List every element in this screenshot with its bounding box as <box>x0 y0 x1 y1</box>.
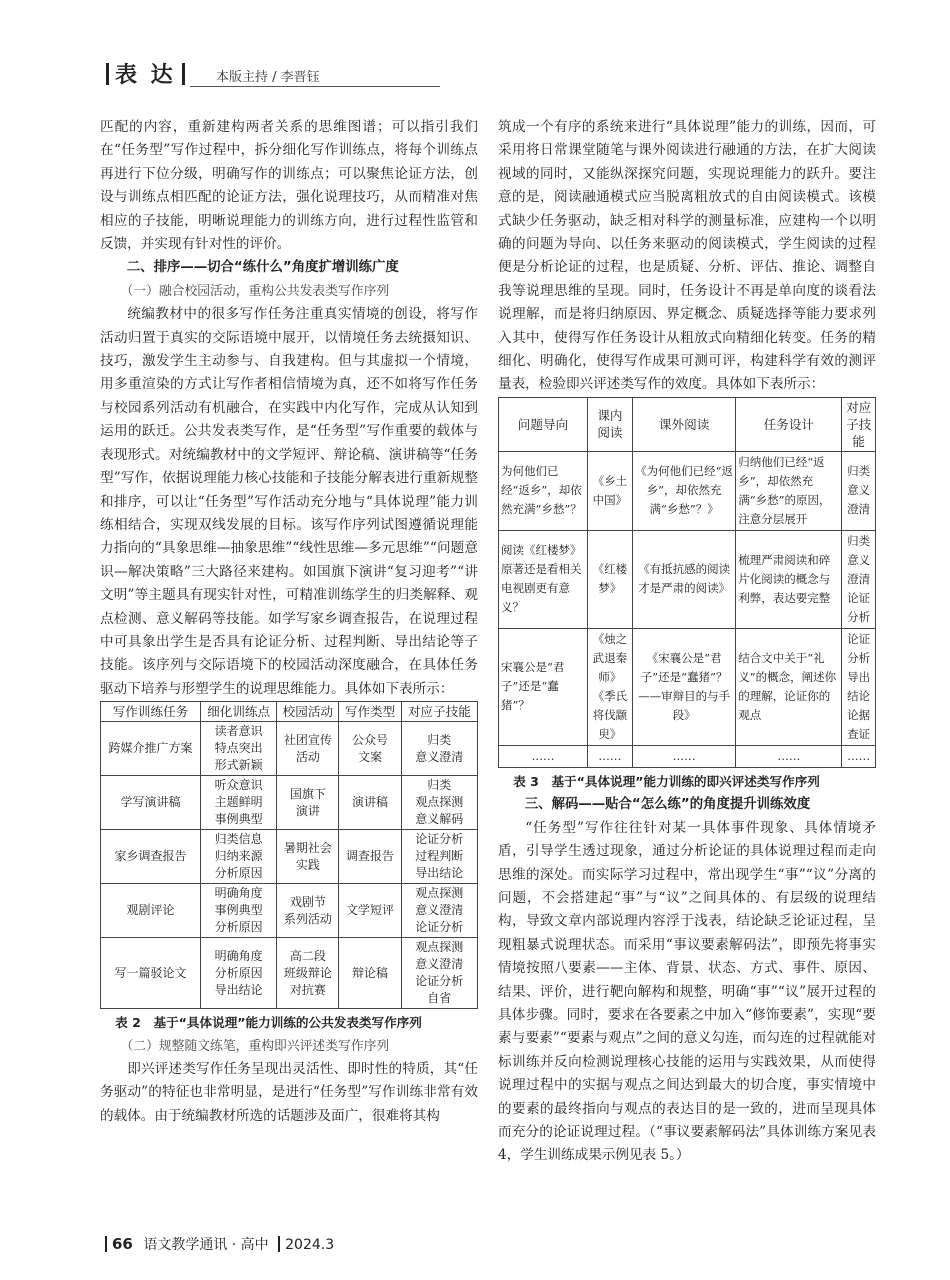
table3-header-0: 问题导向 <box>499 397 588 451</box>
table-cell: 梳理严肃阅读和碎片化阅读的概念与利弊，表达要完整 <box>736 530 842 628</box>
table-row <box>101 884 478 938</box>
table-cell: 为何他们已经“返乡”，却依然充满“乡愁”？ <box>499 451 588 530</box>
table-cell: 调查报告 <box>339 830 401 884</box>
table-cell: 读者意识 特点突出 形式新颖 <box>200 722 276 776</box>
page-header <box>100 58 860 98</box>
table-cell: 论证分析 过程判断 导出结论 <box>401 830 477 884</box>
table-cell: 《有抵抗感的阅读才是严肃的阅读》 <box>632 530 735 628</box>
page-number: 66 <box>112 1235 133 1253</box>
table-2-caption: 表 2 基于“具体说理”能力训练的公共发表类写作序列 <box>115 1015 422 1031</box>
table2-header-3: 写作类型 <box>339 702 401 722</box>
table-cell: 学写演讲稿 <box>101 776 201 830</box>
table-row <box>101 830 478 884</box>
table-cell: 家乡调查报告 <box>101 830 201 884</box>
table2-header-1: 细化训练点 <box>200 702 276 722</box>
right-column <box>498 116 876 1168</box>
table3-header-2: 课外阅读 <box>632 397 735 451</box>
brand-bar-right <box>182 63 185 85</box>
header-rule <box>190 86 440 87</box>
section-three-heading: 三、解码——贴合“怎么练”的角度提升训练效度 <box>524 797 811 813</box>
table-cell: 《乡土中国》 <box>587 451 632 530</box>
table-cell: 归类 观点探测 意义解码 <box>401 776 477 830</box>
table-cell: 宋襄公是“君子”还是“蠢猪”？ <box>499 628 588 745</box>
table-cell: 写一篇驳论文 <box>101 938 201 1009</box>
section-two-heading: 二、排序——切合“练什么”角度扩增训练广度 <box>126 260 399 276</box>
table-cell: 观点探测 意义澄清 论证分析 <box>401 884 477 938</box>
table3-header-1: 课内 阅读 <box>587 397 632 451</box>
table-cell: 结合文中关于“礼义”的概念，阐述你的理解，论证你的观点 <box>736 628 842 745</box>
table-cell: …… <box>842 745 876 767</box>
table3-header-4: 对应 子技能 <box>842 397 876 451</box>
left-paragraph-3: 即兴评述类写作任务呈现出灵活性、即时性的特质，其“任务驱动”的特征也非常明显，是进行“任务型”写作训练非常有效的载体。由于统编教材所选的话题涉及面广，很难将其构 <box>100 1060 478 1124</box>
table-cell: 归类 意义澄清 <box>842 451 876 530</box>
table-cell: 论证分析 导出结论 论据查证 <box>842 628 876 745</box>
brand-text: 表 达 <box>115 63 176 88</box>
table-row <box>101 776 478 830</box>
table2-header-4: 对应子技能 <box>401 702 477 722</box>
table-row <box>101 938 478 1009</box>
table-3 <box>498 397 876 768</box>
table-cell: 观点探测 意义澄清 论证分析 自省 <box>401 938 477 1009</box>
host-credit: 本版主持 / 李晋钰 <box>216 70 320 85</box>
table-cell: 文学短评 <box>339 884 401 938</box>
table-cell: 归类 意义澄清 论证分析 <box>842 530 876 628</box>
section-brand <box>100 58 191 89</box>
table-cell: 听众意识 主题鲜明 事例典型 <box>200 776 276 830</box>
table-cell: 《红楼梦》 <box>587 530 632 628</box>
table-cell: …… <box>587 745 632 767</box>
table-cell: 《为何他们已经“返乡”，却依然充满“乡愁”？》 <box>632 451 735 530</box>
table-cell: 归类 意义澄清 <box>401 722 477 776</box>
table-cell: 观剧评论 <box>101 884 201 938</box>
table-cell: …… <box>499 745 588 767</box>
table-cell: 公众号 文案 <box>339 722 401 776</box>
footer-divider <box>278 1236 280 1252</box>
issue-number: 2024.3 <box>285 1237 335 1253</box>
table2-header-2: 校园活动 <box>277 702 339 722</box>
right-paragraph-2: “任务型”写作往往针对某一具体事件现象、具体情境矛盾，引导学生透过现象，通过分析论证的具体说理过程而走向思维的深处。而实际学习过程中，常出现学生“事”“议”分离的问题，不会搭建起“事”与“议”之间具体的、有层级的说理结构，导致文章内部说理内容浮于浅表，结论缺乏论证过程，呈现粗暴式说理状态。而采用“事议要素解码法”，即预先将事实情境按照八要素——主体、背景、状态、方式、事件、原因、结果、评价，进行靶向解构和规整，明确“事”“议”展开过程的具体步骤。同时，要求在各要素之中加入“修饰要素”，实现“要素与要素”“要素与观点”之间的意义勾连，而勾连的过程就能对标训练并反向检测说理核心技能的运用与实践效果，从而使得说理过程中的实据与观点之间达到最大的切合度，事实情境中的要素的最终指向与观点的表达目的是一致的，进而呈现具体而充分的论证说理过程。（“事议要素解码法”具体训练方案见表 4，学生训练成果示例见表 5。） <box>498 819 876 1164</box>
table-cell: 戏剧节 系列活动 <box>277 884 339 938</box>
table-cell: 演讲稿 <box>339 776 401 830</box>
table-cell: 国旗下 演讲 <box>277 776 339 830</box>
subsection-one-heading: （一）融合校园活动，重构公共发表类写作序列 <box>120 283 390 299</box>
table-row <box>499 451 876 530</box>
table-cell: 暑期社会 实践 <box>277 830 339 884</box>
table-cell: …… <box>736 745 842 767</box>
table-cell: 《宋襄公是“君子”还是“蠢猪”？——审辩目的与手段》 <box>632 628 735 745</box>
table-row <box>499 745 876 767</box>
table-cell: 阅读《红楼梦》原著还是看相关电视剧更有意义？ <box>499 530 588 628</box>
right-paragraph-1: 筑成一个有序的系统来进行“具体说理”能力的训练，因而，可采用将日常课堂随笔与课外阅读进行融通的方法，在扩大阅读视域的同时，又能纵深探究问题，实现说理能力的跃升。要注意的是，阅读融通模式应当脱离粗放式的自由阅读模式。该模式缺少任务驱动，缺乏相对科学的测量标准，应建构一个以明确的问题为导向、以任务来驱动的阅读模式，学生阅读的过程便是分析论证的过程，也是质疑、分析、评估、推论、调整自我等说理思维的呈现。同时，任务设计不再是单向度的谈看法说理解，而是将归纳原因、界定概念、质疑选择等能力要求列入其中，使得写作任务设计从粗放式向精细化转变。任务的精细化、明确化，使得写作成果可测可评，构建科学有效的测评量表，检验即兴评述类写作的效度。具体如下表所示： <box>498 119 876 393</box>
table-cell: 归类信息 归纳来源 分析原因 <box>200 830 276 884</box>
footer-bar <box>105 1236 107 1252</box>
table-cell: 归纳他们已经“返乡”，却依然充满“乡愁”的原因，注意分层展开 <box>736 451 842 530</box>
table-3-caption: 表 3 基于“具体说理”能力训练的即兴评述类写作序列 <box>513 773 820 789</box>
page-footer <box>100 1234 334 1254</box>
left-paragraph-1: 匹配的内容，重新建构两者关系的思维图谱；可以指引我们在“任务型”写作过程中，拆分细化写作训练点，将每个训练点再进行下位分级，明确写作的训练点；可以聚焦论证方法，创设与训练点相匹配的论证方法，强化说理技巧，从而精准对焦相应的子技能，明晰说理能力的训练方向，进行过程性监管和反馈，并实现有针对性的评价。 <box>100 119 478 253</box>
table-row <box>499 530 876 628</box>
left-column <box>100 116 478 1128</box>
table-cell: 跨媒介推广方案 <box>101 722 201 776</box>
subsection-two-heading: （二）规整随文练笔，重构即兴评述类写作序列 <box>120 1038 390 1054</box>
table-cell: …… <box>632 745 735 767</box>
table-cell: 社团宣传 活动 <box>277 722 339 776</box>
table-cell: 辩论稿 <box>339 938 401 1009</box>
journal-name: 语文教学通讯 · 高中 <box>143 1237 269 1253</box>
table-row <box>101 722 478 776</box>
table2-header-0: 写作训练任务 <box>101 702 201 722</box>
left-paragraph-2: 统编教材中的很多写作任务注重真实情境的创设，将写作活动归置于真实的交际语境中展开，以情境任务去统摄知识、技巧，激发学生主动参与、自我建构。但与其虚拟一个情境，用多重渲染的方式让写作者相信情境为真，还不如将写作任务与校园系列活动有机融合，在实践中内化写作，完成从认知到运用的跃迁。公共发表类写作，是“任务型”写作重要的载体与表现形式。对统编教材中的文学短评、辩论稿、演讲稿等“任务型”写作，依据说理能力核心技能和子技能分解表进行重新规整和排序，可以让“任务型”写作活动充分地与“具体说理”能力训练相结合，实现双线发展的目标。该写作序列试图遵循说理能力指向的“具象思维—抽象思维”“线性思维—多元思维”“问题意识—解决策略”三大路径来建构。如国旗下演讲“复习迎考”“讲文明”等主题具有现实针对性，可精准训练学生的归类解释、观点检测、意义解码等技能。如学写家乡调查报告，在说理过程中可具象出学生是否具有论证分析、过程判断、导出结论等子技能。该序列与交际语境下的校园活动深度融合，在具体任务驱动下培养与形塑学生的说理思维能力。具体如下表所示： <box>100 306 478 697</box>
table-cell: 明确角度 分析原因 导出结论 <box>200 938 276 1009</box>
table-2 <box>100 701 478 1009</box>
table-cell: 明确角度 事例典型 分析原因 <box>200 884 276 938</box>
table-cell: 高二段 班级辩论 对抗赛 <box>277 938 339 1009</box>
table3-header-3: 任务设计 <box>736 397 842 451</box>
table-cell: 《烛之武退秦师》 《季氏将伐颛臾》 <box>587 628 632 745</box>
table-row <box>499 628 876 745</box>
brand-bar-left <box>106 63 109 85</box>
